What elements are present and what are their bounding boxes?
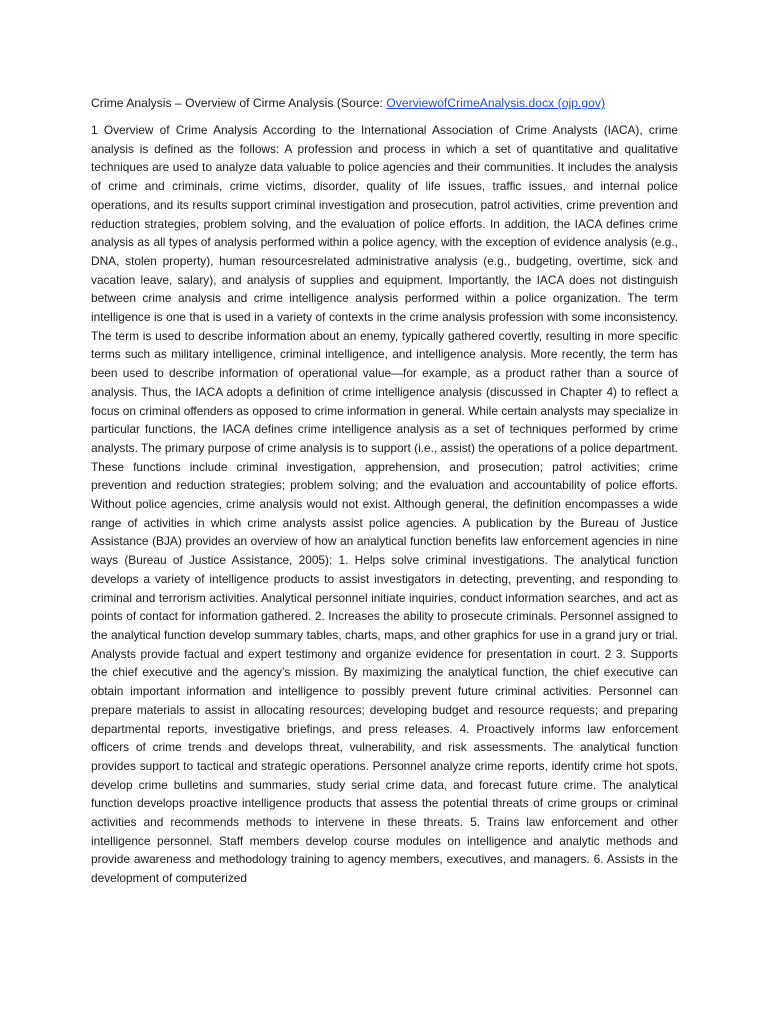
document-page — [91, 94, 678, 888]
document-body: 1 Overview of Crime Analysis According to the International Association of Crime Analysts (IACA), crime analysis is defined as the follows: A profession and process in which a set of quantitative and qualitative techniques are used to analyze data valuable to police agencies and their communities. It includes the analysis of crime and criminals, crime victims, disorder, quality of life issues, traffic issues, and internal police operations, and its results support criminal investigation and prosecution, patrol activities, crime prevention and reduction strategies, problem solving, and the evaluation of police efforts. In addition, the IACA defines crime analysis as all types of analysis performed within a police agency, with the exception of evidence analysis (e.g., DNA, stolen property), human resourcesrelated administrative analysis (e.g., budgeting, overtime, sick and vacation leave, salary), and analysis of supplies and equipment. Importantly, the IACA does not distinguish between crime analysis and crime intelligence analysis performed within a police organization. The term intelligence is one that is used in a variety of contexts in the crime analysis profession with some inconsistency. The term is used to describe information about an enemy, typically gathered covertly, resulting in more specific terms such as military intelligence, criminal intelligence, and intelligence analysis. More recently, the term has been used to describe information of operational value—for example, as a product rather than a source of analysis. Thus, the IACA adopts a definition of crime intelligence analysis (discussed in Chapter 4) to reflect a focus on criminal offenders as opposed to crime information in general. While certain analysts may specialize in particular functions, the IACA defines crime intelligence analysis as a set of techniques performed by crime analysts. The primary purpose of crime analysis is to support (i.e., assist) the operations of a police department. These functions include criminal investigation, apprehension, and prosecution; patrol activities; crime prevention and reduction strategies; problem solving; and the evaluation and accountability of police efforts. Without police agencies, crime analysis would not exist. Although general, the definition encompasses a wide range of activities in which crime analysts assist police agencies. A publication by the Bureau of Justice Assistance (BJA) provides an overview of how an analytical function benefits law enforcement agencies in nine ways (Bureau of Justice Assistance, 2005): 1. Helps solve criminal investigations. The analytical function develops a variety of intelligence products to assist investigators in detecting, preventing, and responding to criminal and terrorism activities. Analytical personnel initiate inquiries, conduct information searches, and act as points of contact for information gathered. 2. Increases the ability to prosecute criminals. Personnel assigned to the analytical function develop summary tables, charts, maps, and other graphics for use in a grand jury or trial. Analysts provide factual and expert testimony and organize evidence for presentation in court. 2 3. Supports the chief executive and the agency’s mission. By maximizing the analytical function, the chief executive can obtain important information and intelligence to possibly prevent future criminal activities. Personnel can prepare materials to assist in allocating resources; developing budget and resource requests; and preparing departmental reports, investigative briefings, and press releases. 4. Proactively informs law enforcement officers of crime trends and develops threat, vulnerability, and risk assessments. The analytical function provides support to tactical and strategic operations. Personnel analyze crime reports, identify crime hot spots, develop crime bulletins and summaries, study serial crime data, and forecast future crime. The analytical function develops proactive intelligence products that assess the potential threats of crime groups or criminal activities and recommends methods to intervene in these threats. 5. Trains law enforcement and other intelligence personnel. Staff members develop course modules on intelligence and analytic methods and provide awareness and methodology training to agency members, executives, and managers. 6. Assists in the development of computerized — [91, 123, 678, 886]
document-heading — [91, 94, 678, 112]
source-link[interactable]: OverviewofCrimeAnalysis.docx (ojp.gov) — [386, 96, 606, 110]
heading-text: Crime Analysis – Overview of Cirme Analysis (Source: — [91, 96, 387, 110]
